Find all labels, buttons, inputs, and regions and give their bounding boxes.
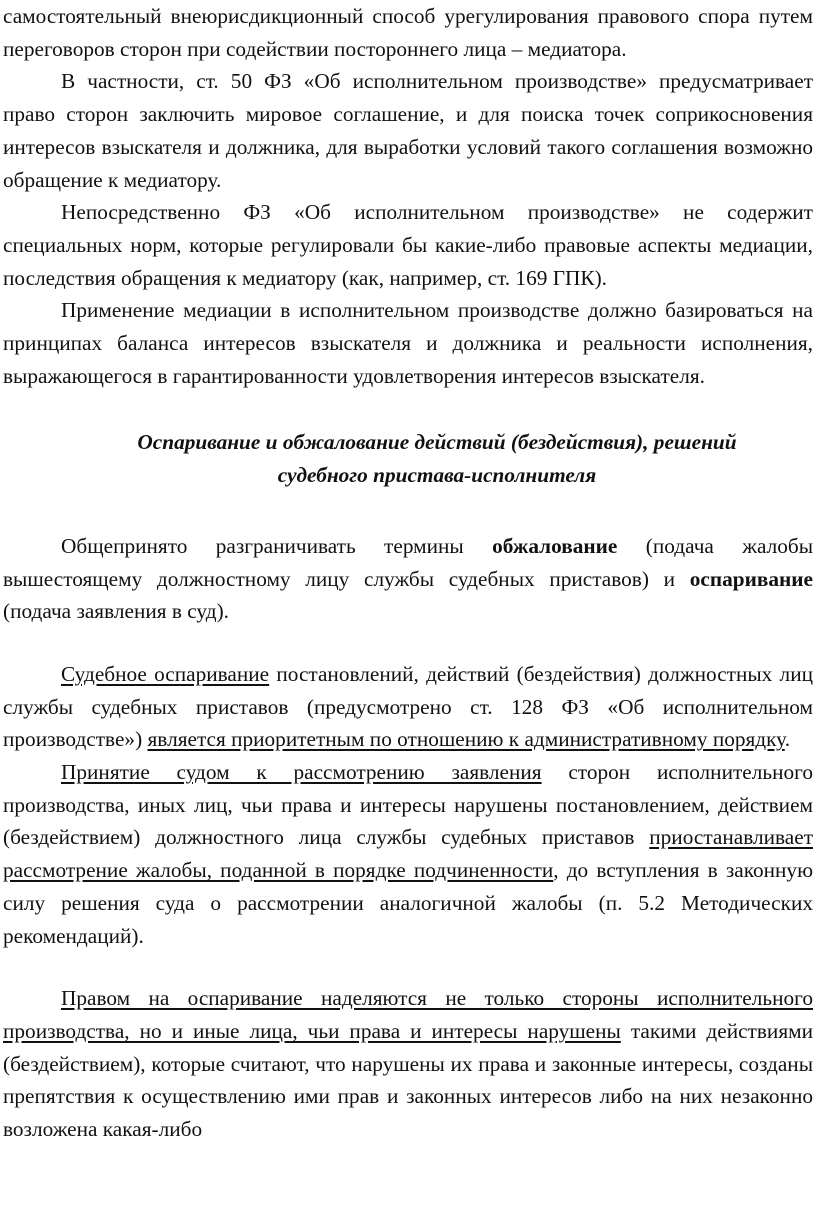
underlined-right-to-challenge: Правом на оспаривание наделяются не только стороны исполнительного производства, но и иные лица, чьи права и интересы нарушены: [3, 986, 813, 1043]
paragraph-right-to-challenge: [3, 982, 813, 1146]
paragraph-right-text1: такими действиями (бездействием), которые считают, что нарушены их права и законные интересы, созданы препятствия к осуществлению ими прав и законных интересов либо на них незаконно возложена какая-либо: [3, 1018, 813, 1142]
term-appeal: обжалование: [492, 533, 618, 558]
paragraph-court-text1: сторон исполнительного производства, иных лиц, чьи права и интересы нарушены постановлением, действием (бездействием) должностного лица службы судебных приставов: [3, 760, 813, 850]
underlined-priority: является приоритетным по отношению к административному порядку: [147, 727, 785, 752]
underlined-judicial-challenge: Судебное оспаривание: [61, 661, 270, 686]
paragraph-court-text2: , до вступления в законную силу решения суда о рассмотрении аналогичной жалобы (п. 5.2 Методических рекомендаций).: [3, 858, 813, 948]
section-heading-line2: судебного пристава-исполнителя: [277, 463, 597, 488]
paragraph-judicial-text2: .: [784, 727, 791, 752]
paragraph-terms-text2: (подача жалобы вышестоящему должностному лицу службы судебных приставов) и: [3, 533, 814, 591]
paragraph-judicial-challenge: [3, 658, 813, 756]
paragraph-court-acceptance: [3, 756, 813, 952]
underlined-suspends: приостанавливает рассмотрение жалобы, поданной в порядке подчиненности: [3, 825, 813, 883]
spacer: [3, 952, 813, 982]
paragraph-terms-text3: (подача заявления в суд).: [3, 599, 229, 624]
paragraph-no-special-norms: Непосредственно ФЗ «Об исполнительном производстве» не содержит специальных норм, которые регулировали бы какие-либо правовые аспекты медиации, последствия обращения к медиатору (как, например, ст. 169 ГПК).: [3, 200, 813, 290]
paragraph-article-50: В частности, ст. 50 ФЗ «Об исполнительном производстве» предусматривает право сторон заключить мировое соглашение, и для поиска точек соприкосновения интересов взыскателя и должника, для выработки условий такого соглашения возможно обращение к медиатору.: [3, 69, 813, 192]
section-heading-line1: Оспаривание и обжалование действий (бездействия), решений: [137, 430, 737, 455]
paragraph-mediation-principles: Применение медиации в исполнительном производстве должно базироваться на принципах баланса интересов взыскателя и должника и реальности исполнения, выражающегося в гарантированности удовлетворения интересов взыскателя.: [3, 298, 813, 388]
section-heading: [3, 426, 813, 491]
underlined-court-acceptance: Принятие судом к рассмотрению заявления: [61, 760, 542, 785]
spacer: [3, 628, 813, 658]
paragraph-terms-text1: Общепринято разграничивать термины: [61, 533, 493, 558]
paragraph-judicial-text1: постановлений, действий (бездействия) должностных лиц службы судебных приставов (предусмотрено ст. 128 ФЗ «Об исполнительном производстве»): [3, 661, 813, 752]
paragraph-terms: [3, 530, 813, 628]
term-challenge: оспаривание: [689, 566, 813, 591]
paragraph-mediation-definition: самостоятельный внеюрисдикционный способ урегулирования правового спора путем переговоров сторон при содействии постороннего лица – медиатора.: [3, 4, 813, 61]
